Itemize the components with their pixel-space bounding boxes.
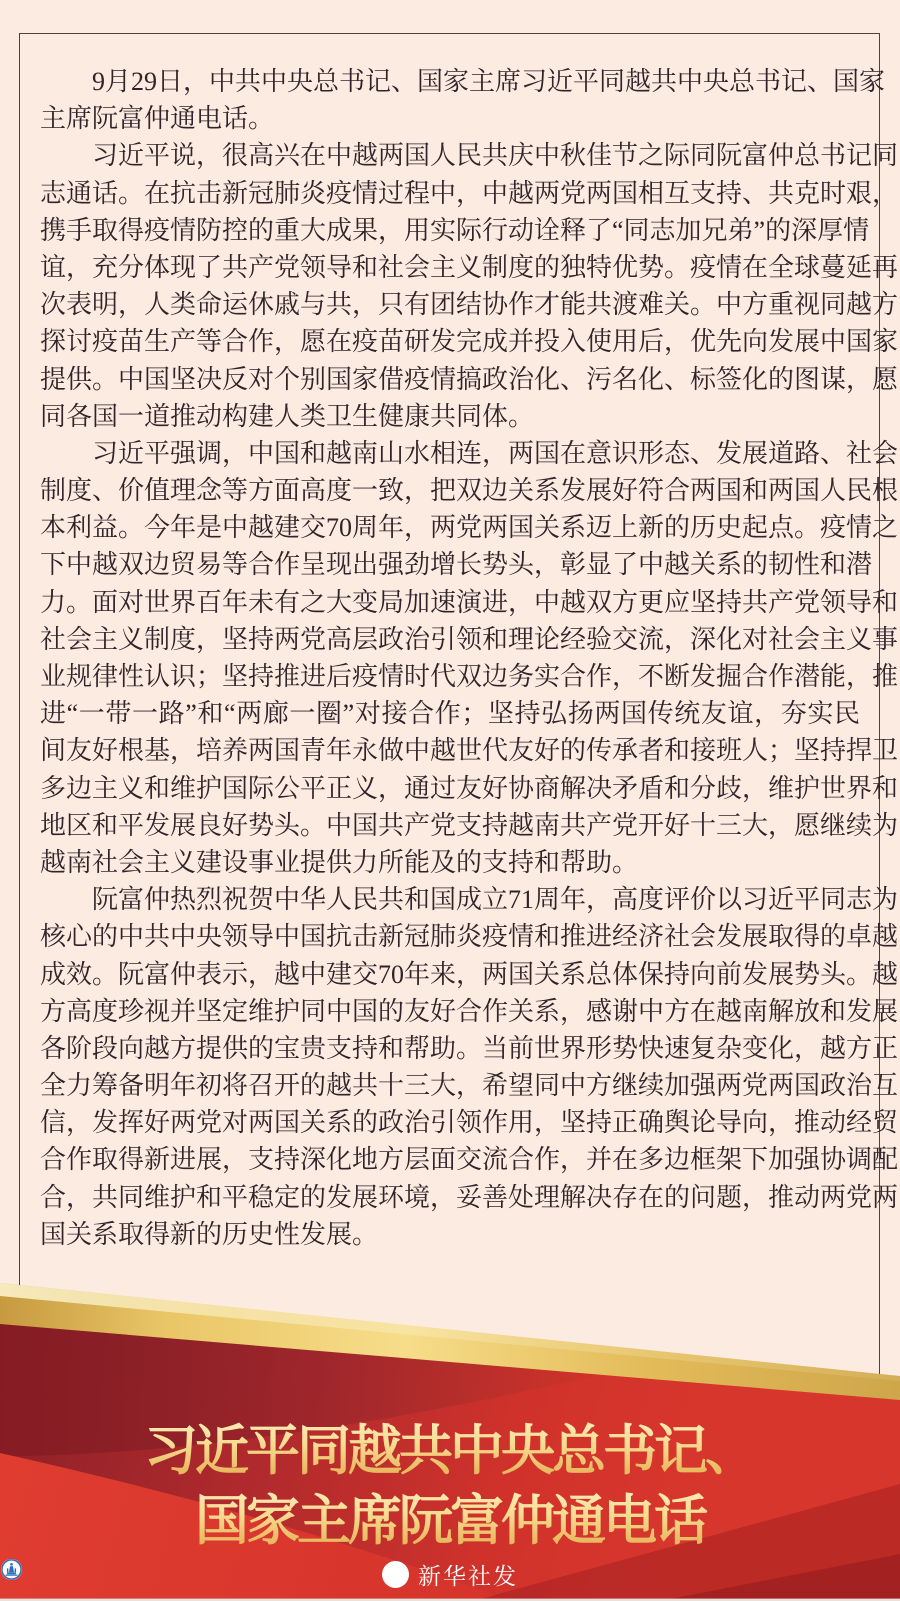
body-text-line: 制度、价值理念等方面高度一致，把双边关系发展好符合两国和两国人民根	[40, 476, 899, 506]
body-text-line: 合，共同维护和平稳定的发展环境，妥善处理解决存在的问题，推动两党两	[40, 1182, 899, 1212]
body-text-line: 业规律性认识；坚持推进后疫情时代双边务实合作，不断发掘合作潜能，推	[40, 662, 899, 691]
body-text-line: 进“一带一路”和“两廊一圈”对接合作；坚持弘扬两国传统友谊，夯实民	[40, 699, 860, 729]
body-text-line: 谊，充分体现了共产党领导和社会主义制度的独特优势。疫情在全球蔓延再	[40, 252, 899, 282]
body-text-line: 携手取得疫情防控的重大成果，用实际行动诠释了“同志加兄弟”的深厚情	[40, 215, 870, 245]
body-text-line: 全力筹备明年初将召开的越共十三大，希望同中方继续加强两党两国政治互	[40, 1071, 899, 1101]
body-text-line: 方高度珍视并坚定维护同中国的友好合作关系，感谢中方在越南解放和发展	[40, 996, 899, 1026]
article-body	[40, 63, 899, 1253]
body-text-line: 国关系取得新的历史性发展。	[40, 1219, 379, 1249]
body-text-line: 越南社会主义建设事业提供力所能及的支持和帮助。	[40, 847, 639, 877]
body-text-line: 地区和平发展良好势头。中国共产党支持越南共产党开好十三大，愿继续为	[40, 810, 899, 840]
body-text-line: 本利益。今年是中越建交70周年，两党两国关系迈上新的历史起点。疫情之	[40, 513, 899, 543]
body-text-line: 9月29日，中共中央总书记、国家主席习近平同越共中央总书记、国家	[92, 67, 886, 96]
body-text-line: 提供。中国坚决反对个别国家借疫情搞政治化、污名化、标签化的图谋，愿	[40, 364, 899, 394]
body-text-line: 信，发挥好两党对两国关系的政治引领作用，坚持正确舆论导向，推动经贸	[40, 1108, 899, 1138]
body-text-line: 力。面对世界百年未有之大变局加速演进，中越双方更应坚持共产党领导和	[40, 587, 899, 617]
body-text-line: 次表明，人类命运休戚与共，只有团结协作才能共渡难关。中方重视同越方	[40, 290, 899, 320]
body-text-line: 同各国一道推动构建人类卫生健康共同体。	[40, 401, 535, 431]
banner-title-line-2: 国家主席阮富仲通电话	[0, 1486, 900, 1556]
body-text-line: 间友好根基，培养两国青年永做中越世代友好的传承者和接班人；坚持捍卫	[40, 736, 899, 766]
bottom-banner	[0, 1270, 900, 1601]
body-text-line: 各阶段向越方提供的宝贵支持和帮助。当前世界形势快速复杂变化，越方正	[40, 1033, 899, 1063]
body-text-line: 成效。阮富仲表示，越中建交70年来，两国关系总体保持向前发展势头。越	[40, 959, 899, 989]
banner-title	[0, 1416, 900, 1556]
body-text-line: 志通话。在抗击新冠肺炎疫情过程中，中越两党两国相互支持、共克时艰，	[40, 178, 899, 208]
body-text-line: 阮富仲热烈祝贺中华人民共和国成立71周年，高度评价以习近平同志为	[92, 885, 899, 915]
body-text-line: 探讨疫苗生产等合作，愿在疫苗研发完成并投入使用后，优先向发展中国家	[40, 327, 899, 357]
xinhua-logo-icon	[382, 1561, 409, 1588]
body-text-line: 主席阮富仲通电话。	[40, 104, 275, 134]
body-text-line: 多边主义和维护国际公平正义，通过友好协商解决矛盾和分歧，维护世界和	[40, 773, 899, 803]
banner-title-line-1: 习近平同越共中央总书记、	[0, 1416, 900, 1486]
body-text-line: 习近平说，很高兴在中越两国人民共庆中秋佳节之际同阮富仲总书记同	[92, 141, 899, 171]
body-text-line: 核心的中共中央领导中国抗击新冠肺炎疫情和推进经济社会发展取得的卓越	[40, 922, 899, 952]
credit-label: 新华社发	[418, 1563, 518, 1589]
body-text-line: 习近平强调，中国和越南山水相连，两国在意识形态、发展道路、社会	[92, 438, 899, 468]
credit-row	[0, 1558, 900, 1591]
body-text-line: 合作取得新进展，支持深化地方层面交流合作，并在多边框架下加强协调配	[40, 1145, 899, 1175]
body-text-line: 社会主义制度，坚持两党高层政治引领和理论经验交流，深化对社会主义事	[40, 624, 899, 654]
body-text-line: 下中越双边贸易等合作呈现出强劲增长势头，彰显了中越关系的韧性和潜	[40, 550, 873, 580]
